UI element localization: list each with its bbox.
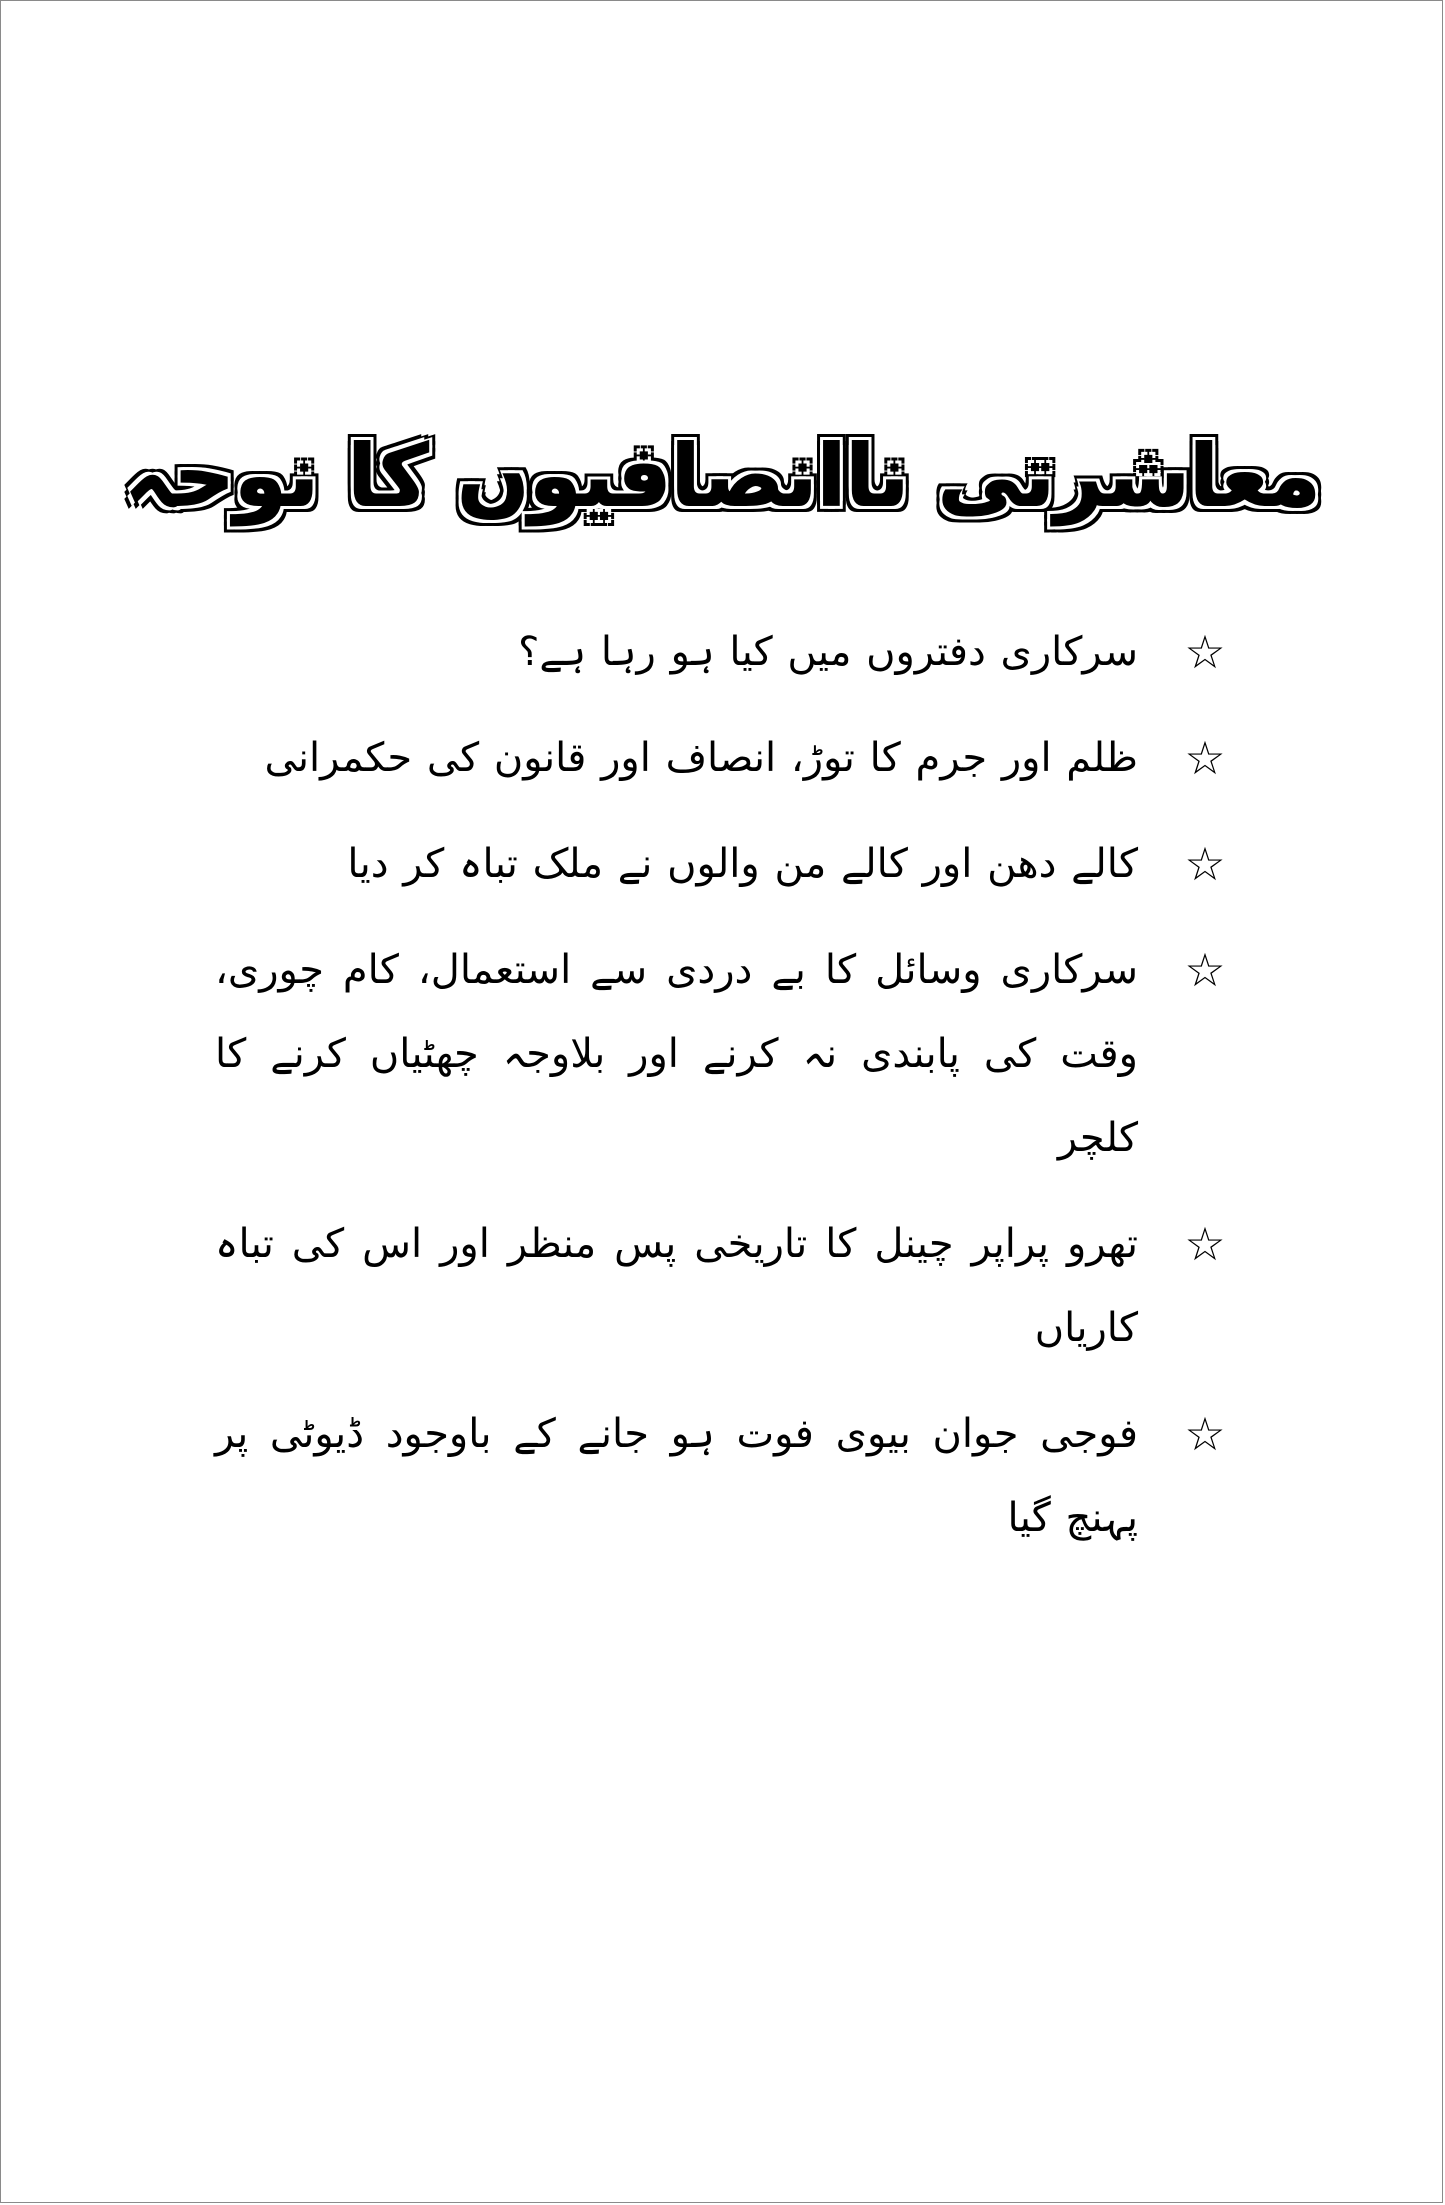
list-item <box>215 928 1230 1180</box>
list-item-text: سرکاری دفتروں میں کیا ہو رہا ہے؟ <box>518 629 1138 675</box>
star-outline-icon: ☆ <box>1184 625 1226 679</box>
star-outline-icon: ☆ <box>1184 837 1226 891</box>
star-outline-icon: ☆ <box>1184 731 1226 785</box>
list-item-text: فوجی جوان بیوی فوت ہو جانے کے باوجود ڈیوٹی پر پہنچ گیا <box>215 1411 1138 1541</box>
list-item <box>215 1202 1230 1370</box>
list-item <box>215 1392 1230 1560</box>
list-item <box>215 610 1230 694</box>
list-item-text: سرکاری وسائل کا بے دردی سے استعمال، کام چوری، وقت کی پابندی نہ کرنے اور بلاوجہ چھٹیاں کرنے کا کلچر <box>215 947 1138 1161</box>
star-outline-icon: ☆ <box>1184 1217 1226 1271</box>
list-item-text: کالے دھن اور کالے من والوں نے ملک تباہ کر دیا <box>347 841 1138 887</box>
list-item <box>215 822 1230 906</box>
star-outline-icon: ☆ <box>1184 1407 1226 1461</box>
list-item-text: ظلم اور جرم کا توڑ، انصاف اور قانون کی حکمرانی <box>264 735 1138 781</box>
list-item-text: تھرو پراپر چینل کا تاریخی پس منظر اور اس کی تباہ کاریاں <box>215 1221 1138 1351</box>
list-item <box>215 716 1230 800</box>
page-title: معاشرتی ناانصافیوں کا نوحہ <box>124 427 1321 526</box>
star-outline-icon: ☆ <box>1184 943 1226 997</box>
contents-list <box>215 610 1230 1582</box>
